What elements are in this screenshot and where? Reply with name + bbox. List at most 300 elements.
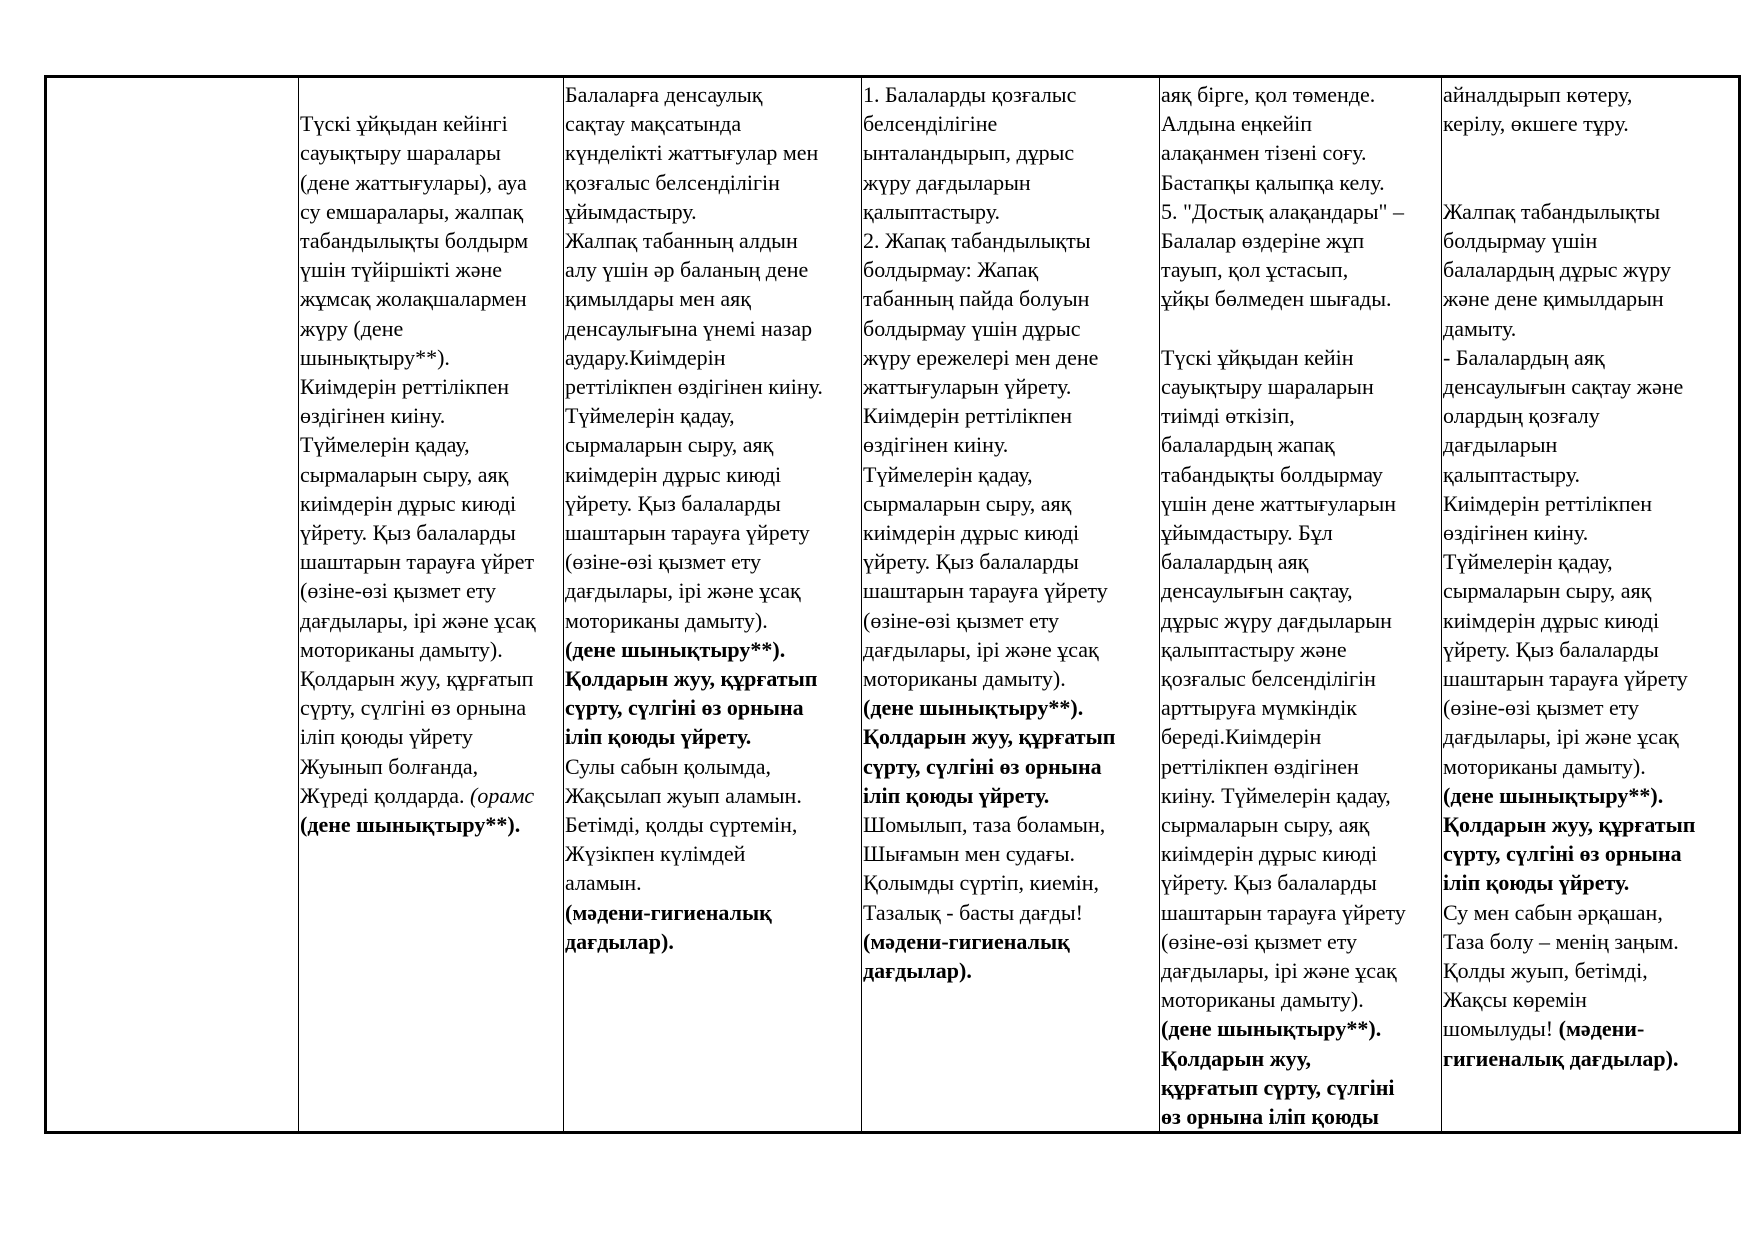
- text-run: болдырмау: Жапақ: [863, 257, 1039, 283]
- text-line: [565, 460, 861, 489]
- text-line: [565, 168, 861, 197]
- text-line: [565, 810, 861, 839]
- text-run: сүрту, сүлгіні өз орнына: [565, 695, 804, 721]
- text-line: [1443, 722, 1738, 751]
- text-line: [863, 547, 1159, 576]
- text-run: ұйымдастыру. Бұл: [1161, 520, 1333, 546]
- text-line: [863, 197, 1159, 226]
- text-run: дағдылары, ірі және ұсақ: [300, 607, 536, 633]
- text-run: табандықты болдырмау: [1161, 461, 1383, 487]
- text-line: [863, 430, 1159, 459]
- text-line: [1443, 401, 1738, 430]
- text-run: 1. Балаларды қозғалыс: [863, 82, 1077, 107]
- text-line: [863, 343, 1159, 372]
- text-run: белсенділігіне: [863, 111, 998, 137]
- table-cell-col6: [1442, 77, 1740, 1133]
- table-row: [46, 77, 1740, 1133]
- text-line: [1443, 839, 1738, 868]
- text-line: [863, 664, 1159, 693]
- text-line: [300, 460, 563, 489]
- text-line: [565, 489, 861, 518]
- text-run: үйрету. Қыз балаларды: [863, 549, 1079, 575]
- text-line: [863, 956, 1159, 985]
- text-line: [863, 606, 1159, 635]
- text-line: [565, 576, 861, 605]
- text-line: [565, 518, 861, 547]
- text-line: [1443, 109, 1738, 138]
- text-run: дағдылар).: [565, 928, 674, 954]
- text-line: [1161, 693, 1441, 722]
- text-line: [565, 664, 861, 693]
- text-line: [565, 80, 861, 109]
- text-run: Сулы сабын қолымда,: [565, 753, 772, 779]
- text-line: [565, 752, 861, 781]
- text-line: [565, 197, 861, 226]
- text-line: [1443, 489, 1738, 518]
- text-run: ынталандырып, дұрыс: [863, 140, 1075, 166]
- text-line: [863, 401, 1159, 430]
- text-line: [1443, 314, 1738, 343]
- text-line: [1161, 109, 1441, 138]
- text-run: өз орнына іліп қоюды: [1161, 1104, 1379, 1130]
- text-run: құрғатып сүрту, сүлгіні: [1161, 1074, 1395, 1100]
- text-line: [565, 868, 861, 897]
- text-run: шаштарын тарауға үйрет: [300, 549, 535, 575]
- text-run: үшін түйіршікті және: [300, 257, 503, 283]
- text-run: тиімді өткізіп,: [1161, 403, 1295, 429]
- text-line: [863, 489, 1159, 518]
- text-line: [1161, 343, 1441, 372]
- text-line: [565, 781, 861, 810]
- text-run: Түскі ұйқыдан кейін: [1161, 344, 1354, 370]
- text-line: [1161, 489, 1441, 518]
- text-run: дұрыс жүру дағдыларын: [1161, 607, 1392, 633]
- text-run-italic: (орамс: [470, 782, 535, 808]
- text-line: [300, 518, 563, 547]
- text-run: Қолдарын жуу, құрғатып: [300, 666, 534, 692]
- text-line: [300, 722, 563, 751]
- text-line: [1161, 956, 1441, 985]
- text-line: [565, 284, 861, 313]
- text-line: [863, 109, 1159, 138]
- text-run: су емшаралары, жалпақ: [300, 198, 524, 224]
- text-line: [863, 722, 1159, 751]
- text-run: Жүреді қолдарда.: [300, 782, 470, 808]
- text-line: [300, 138, 563, 167]
- text-run: моториканы дамыту).: [863, 666, 1066, 692]
- text-run: киімдерін дұрыс киюді: [1161, 841, 1378, 867]
- text-line: [1443, 518, 1738, 547]
- text-line: [1443, 576, 1738, 605]
- text-run: сақтау мақсатында: [565, 111, 742, 137]
- text-line: [1161, 518, 1441, 547]
- text-line: [1161, 868, 1441, 897]
- text-run: өздігінен киіну.: [863, 432, 1009, 458]
- text-run: болдырмау үшін дұрыс: [863, 315, 1081, 341]
- text-run: Таза болу – менің заңым.: [1443, 928, 1679, 954]
- text-run: ұйымдастыру.: [565, 198, 697, 224]
- text-line: [1443, 226, 1738, 255]
- text-line: [1443, 138, 1738, 167]
- text-line: [565, 722, 861, 751]
- table-cell-col3: [564, 77, 862, 1133]
- text-line: [300, 693, 563, 722]
- text-run: балалардың аяқ: [1161, 549, 1309, 575]
- text-run: үйрету. Қыз балаларды: [300, 520, 516, 546]
- text-line: [300, 80, 563, 109]
- text-run: сүрту, сүлгіні өз орнына: [300, 695, 527, 721]
- text-run: сүрту, сүлгіні өз орнына: [1443, 841, 1682, 867]
- text-line: [863, 898, 1159, 927]
- text-run: дағдылары, ірі және ұсақ: [1161, 958, 1397, 984]
- text-line: [300, 372, 563, 401]
- text-line: [300, 489, 563, 518]
- text-run: табанның пайда болуын: [863, 286, 1090, 312]
- text-run: Қолымды сүртіп, киемін,: [863, 870, 1100, 896]
- text-run: дамыту.: [1443, 315, 1517, 341]
- text-run: үйрету. Қыз балаларды: [1161, 870, 1377, 896]
- text-line: [300, 430, 563, 459]
- text-line: [1443, 284, 1738, 313]
- text-run: Бастапқы қалыпқа келу.: [1161, 169, 1385, 195]
- text-line: [863, 693, 1159, 722]
- text-line: [1161, 606, 1441, 635]
- table-cell-col2: [299, 77, 564, 1133]
- text-run: дағдылары, ірі және ұсақ: [565, 578, 801, 604]
- text-line: [863, 372, 1159, 401]
- text-line: [565, 839, 861, 868]
- text-run: (өзіне-өзі қызмет ету: [565, 549, 762, 575]
- text-run: Түймелерін қадау,: [300, 432, 470, 458]
- text-run: сүрту, сүлгіні өз орнына: [863, 753, 1102, 779]
- text-line: [1161, 927, 1441, 956]
- text-line: [863, 168, 1159, 197]
- text-run: денсаулығын сақтау,: [1161, 578, 1353, 604]
- text-run: Алдына еңкейіп: [1161, 111, 1312, 137]
- text-line: [565, 547, 861, 576]
- text-line: [565, 401, 861, 430]
- text-line: [300, 284, 563, 313]
- text-run: (дене шынықтыру**).: [1443, 782, 1664, 808]
- text-run: 2. Жапақ табандылықты: [863, 228, 1091, 254]
- text-line: [1161, 168, 1441, 197]
- text-line: [863, 255, 1159, 284]
- text-run: (өзіне-өзі қызмет ету: [863, 607, 1060, 633]
- text-run: киімдерін дұрыс киюді: [300, 490, 517, 516]
- text-run: арттыруға мүмкіндік: [1161, 695, 1357, 721]
- text-line: [1161, 314, 1441, 343]
- text-run: олардың қозғалу: [1443, 403, 1600, 429]
- text-line: [1443, 985, 1738, 1014]
- text-line: [300, 635, 563, 664]
- text-run: жаттығуларын үйрету.: [863, 374, 1072, 400]
- text-run: Түскі ұйқыдан кейінгі: [300, 111, 508, 137]
- text-run: шаштарын тарауға үйрету: [1161, 899, 1406, 925]
- text-line: [565, 226, 861, 255]
- text-run: жүру (дене: [300, 315, 404, 341]
- text-line: [565, 255, 861, 284]
- text-run: және дене қимылдарын: [1443, 286, 1664, 312]
- text-run: тауып, қол ұстасып,: [1161, 257, 1349, 283]
- table-cell-col4: [862, 77, 1160, 1133]
- text-run: (дене шынықтыру**).: [863, 695, 1084, 721]
- text-line: [1161, 898, 1441, 927]
- text-run: балалардың жапақ: [1161, 432, 1335, 458]
- text-run: моториканы дамыту).: [1161, 987, 1364, 1013]
- text-run: Түймелерін қадау,: [863, 461, 1033, 487]
- text-run: шаштарын тарауға үйрету: [863, 578, 1108, 604]
- text-run: реттілікпен өздігінен: [1161, 753, 1359, 779]
- text-line: [1443, 664, 1738, 693]
- text-run: денсаулығын сақтау және: [1443, 374, 1684, 399]
- text-line: [1443, 372, 1738, 401]
- text-line: [300, 810, 563, 839]
- text-line: [1443, 810, 1738, 839]
- text-run: Қолдарын жуу, құрғатып: [863, 724, 1116, 750]
- text-run: жұмсақ жолақшалармен: [300, 286, 527, 312]
- text-line: [1443, 956, 1738, 985]
- text-line: [300, 576, 563, 605]
- text-line: [300, 109, 563, 138]
- text-line: [863, 518, 1159, 547]
- text-line: [1161, 80, 1441, 109]
- text-run: Жақсы көремін: [1443, 987, 1587, 1013]
- text-run: өздігінен киіну.: [300, 403, 446, 429]
- text-run: Түймелерін қадау,: [565, 403, 735, 429]
- text-run: қалыптастыру және: [1161, 636, 1347, 662]
- text-line: [1443, 343, 1738, 372]
- text-run: киімдерін дұрыс киюді: [1443, 607, 1660, 633]
- text-line: [300, 255, 563, 284]
- text-line: [1161, 460, 1441, 489]
- text-line: [1443, 255, 1738, 284]
- text-line: [1161, 752, 1441, 781]
- text-run-bold: (мәдени-: [1558, 1016, 1645, 1042]
- text-line: [1161, 138, 1441, 167]
- text-run: гигиеналық дағдылар).: [1443, 1045, 1679, 1071]
- text-line: [1161, 1102, 1441, 1131]
- text-line: [1161, 664, 1441, 693]
- text-run: аламын.: [565, 870, 642, 896]
- text-run: Жалпақ табандылықты: [1443, 198, 1661, 224]
- text-line: [863, 635, 1159, 664]
- text-run: күнделікті жаттығулар мен: [565, 140, 819, 166]
- text-run: сырмаларын сыру, аяқ: [300, 461, 509, 487]
- text-line: [300, 168, 563, 197]
- text-run: іліп қоюды үйрету.: [565, 724, 752, 750]
- text-run: Балаларға денсаулық: [565, 82, 763, 107]
- text-run: сырмаларын сыру, аяқ: [1443, 578, 1652, 604]
- text-line: [1443, 1044, 1738, 1073]
- text-run: алу үшін әр баланың дене: [565, 257, 809, 283]
- text-run: сырмаларын сыру, аяқ: [565, 432, 774, 458]
- schedule-table: [44, 75, 1741, 1134]
- text-run: (өзіне-өзі қызмет ету: [1161, 928, 1358, 954]
- text-run: қалыптастыру.: [863, 198, 1000, 224]
- text-line: [1443, 460, 1738, 489]
- text-run: үйрету. Қыз балаларды: [565, 490, 781, 516]
- text-line: [300, 343, 563, 372]
- text-run: үшін дене жаттығуларын: [1161, 490, 1397, 516]
- text-line: [565, 430, 861, 459]
- text-line: [863, 80, 1159, 109]
- text-run: табандылықты болдырм: [300, 228, 529, 253]
- text-run: Балалар өздеріне жұп: [1161, 228, 1365, 254]
- text-run: Шомылып, таза боламын,: [863, 812, 1106, 838]
- text-line: [863, 460, 1159, 489]
- text-line: [300, 197, 563, 226]
- text-line: [565, 138, 861, 167]
- text-line: [1161, 985, 1441, 1014]
- text-run: береді.Киімдерін: [1161, 724, 1322, 750]
- text-line: [1443, 80, 1738, 109]
- text-run: киімдерін дұрыс киюді: [565, 461, 782, 487]
- text-line: [1161, 635, 1441, 664]
- text-run: дағдылары, ірі және ұсақ: [863, 636, 1099, 662]
- text-line: [300, 664, 563, 693]
- text-line: [565, 606, 861, 635]
- text-run: Қолдарын жуу,: [1161, 1045, 1311, 1071]
- text-line: [300, 752, 563, 781]
- text-run: Жалпақ табанның алдын: [565, 228, 798, 254]
- text-run: сауықтыру шаралары: [300, 140, 501, 166]
- text-run: аяқ бірге, қол төменде.: [1161, 82, 1376, 107]
- text-line: [1161, 547, 1441, 576]
- text-run: айналдырып көтеру,: [1443, 82, 1633, 107]
- table-cell-col1: [46, 77, 299, 1133]
- text-line: [1161, 1044, 1441, 1073]
- text-run: Киімдерін реттілікпен: [863, 403, 1073, 429]
- text-line: [1161, 781, 1441, 810]
- text-line: [863, 576, 1159, 605]
- text-line: [863, 138, 1159, 167]
- text-line: [565, 898, 861, 927]
- text-line: [1161, 1073, 1441, 1102]
- text-run: (өзіне-өзі қызмет ету: [300, 578, 497, 604]
- text-run: Қолды жуып, бетімді,: [1443, 958, 1648, 984]
- text-line: [863, 752, 1159, 781]
- text-line: [565, 343, 861, 372]
- text-line: [1443, 606, 1738, 635]
- text-run: сауықтыру шараларын: [1161, 374, 1374, 400]
- text-run: қозғалыс белсенділігін: [1161, 666, 1376, 692]
- text-run: іліп қоюды үйрету: [300, 724, 473, 750]
- text-run: қозғалыс белсенділігін: [565, 169, 780, 195]
- text-line: [1161, 839, 1441, 868]
- text-run: денсаулығына үнемі назар: [565, 315, 813, 341]
- text-line: [1443, 898, 1738, 927]
- text-run: (дене жаттығулары), ауа: [300, 169, 527, 195]
- text-line: [1161, 1014, 1441, 1043]
- table-cell-col5: [1160, 77, 1442, 1133]
- text-line: [863, 839, 1159, 868]
- text-run: моториканы дамыту).: [565, 607, 768, 633]
- text-line: [1443, 693, 1738, 722]
- text-run: дағдылар).: [863, 958, 972, 984]
- text-line: [863, 781, 1159, 810]
- text-run: реттілікпен өздігінен киіну.: [565, 374, 823, 400]
- text-run: керілу, өкшеге тұру.: [1443, 111, 1629, 137]
- text-line: [863, 810, 1159, 839]
- text-run: Киімдерін реттілікпен: [300, 374, 510, 400]
- text-run: алақанмен тізені соғу.: [1161, 140, 1367, 166]
- text-run: үйрету. Қыз балаларды: [1443, 636, 1659, 662]
- text-line: [565, 314, 861, 343]
- text-line: [300, 781, 563, 810]
- text-run: Шығамын мен судағы.: [863, 841, 1076, 867]
- text-run: (дене шынықтыру**).: [1161, 1016, 1382, 1042]
- text-run: дағдыларын: [1443, 432, 1558, 458]
- text-line: [863, 927, 1159, 956]
- text-line: [1443, 168, 1738, 197]
- text-line: [1443, 752, 1738, 781]
- text-line: [1161, 255, 1441, 284]
- text-run: шаштарын тарауға үйрету: [1443, 666, 1688, 692]
- text-run: Қолдарын жуу, құрғатып: [565, 666, 818, 692]
- text-run: (дене шынықтыру**).: [300, 812, 521, 838]
- text-line: [1161, 810, 1441, 839]
- text-line: [1443, 547, 1738, 576]
- text-line: [1161, 722, 1441, 751]
- text-line: [863, 868, 1159, 897]
- text-line: [1161, 430, 1441, 459]
- text-run: киімдерін дұрыс киюді: [863, 520, 1080, 546]
- text-run: (өзіне-өзі қызмет ету: [1443, 695, 1640, 721]
- text-line: [300, 226, 563, 255]
- text-run: сырмаларын сыру, аяқ: [863, 490, 1072, 516]
- text-line: [1443, 927, 1738, 956]
- text-run: моториканы дамыту).: [1443, 753, 1646, 779]
- text-line: [1161, 284, 1441, 313]
- text-line: [565, 109, 861, 138]
- text-line: [863, 284, 1159, 313]
- text-run: Су мен сабын әрқашан,: [1443, 899, 1663, 925]
- text-run: Жуынып болғанда,: [300, 753, 479, 779]
- text-run: қалыптастыру.: [1443, 461, 1580, 487]
- text-run: (мәдени-гигиеналық: [863, 928, 1070, 954]
- text-run: - Балалардың аяқ: [1443, 344, 1605, 370]
- text-line: [1443, 635, 1738, 664]
- text-run: сырмаларын сыру, аяқ: [1161, 812, 1370, 838]
- text-line: [1161, 226, 1441, 255]
- text-line: [1443, 1014, 1738, 1043]
- text-line: [1443, 868, 1738, 897]
- text-run: (мәдени-гигиеналық: [565, 899, 772, 925]
- text-line: [1161, 401, 1441, 430]
- text-run: Түймелерін қадау,: [1443, 549, 1613, 575]
- text-line: [565, 693, 861, 722]
- text-run: іліп қоюды үйрету.: [1443, 870, 1630, 896]
- text-run: жүру ережелері мен дене: [863, 344, 1099, 370]
- text-run: 5. "Достық алақандары" –: [1161, 198, 1405, 224]
- text-run: Қолдарын жуу, құрғатып: [1443, 812, 1696, 838]
- text-run: шомылуды!: [1443, 1016, 1559, 1042]
- text-run: киіну. Түймелерін қадау,: [1161, 782, 1391, 808]
- text-run: шынықтыру**).: [300, 344, 450, 370]
- text-run: моториканы дамыту).: [300, 636, 503, 662]
- text-line: [1443, 197, 1738, 226]
- text-line: [1161, 372, 1441, 401]
- text-run: Жүзікпен күлімдей: [565, 841, 746, 867]
- text-run: аудару.Киімдерін: [565, 344, 726, 370]
- text-run: өздігінен киіну.: [1443, 520, 1589, 546]
- text-line: [863, 314, 1159, 343]
- text-line: [1161, 197, 1441, 226]
- text-run: Жақсылап жуып аламын.: [565, 782, 802, 808]
- text-run: іліп қоюды үйрету.: [863, 782, 1050, 808]
- text-run: балалардың дұрыс жүру: [1443, 257, 1671, 283]
- text-run: ұйқы бөлмеден шығады.: [1161, 286, 1392, 312]
